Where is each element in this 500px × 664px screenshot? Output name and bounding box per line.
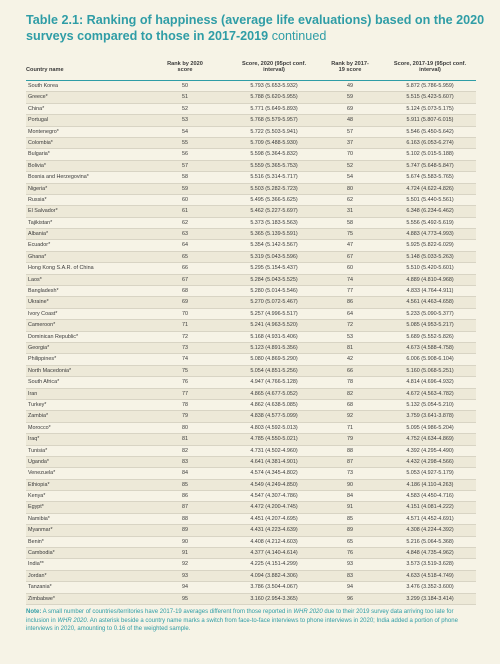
cell-score-2020: 5.495 (5.366-5.625) <box>250 196 298 203</box>
cell-rank-2020: 91 <box>182 550 188 557</box>
table-row <box>26 218 476 229</box>
cell-rank-2017-19: 75 <box>347 231 353 238</box>
cell-country: Morocco* <box>28 424 51 431</box>
cell-score-2020: 5.319 (5.043-5.596) <box>250 253 298 260</box>
cell-score-2020: 5.598 (5.364-5.832) <box>250 151 298 158</box>
cell-rank-2017-19: 67 <box>347 253 353 260</box>
cell-country: Dominican Republic* <box>28 333 79 340</box>
cell-score-2017-19: 3.759 (3.641-3.878) <box>406 413 454 420</box>
table-row <box>26 514 476 525</box>
cell-score-2020: 5.123 (4.891-5.356) <box>250 344 298 351</box>
cell-rank-2017-19: 57 <box>347 128 353 135</box>
cell-country: Laos* <box>28 276 42 283</box>
cell-score-2020: 4.431 (4.223-4.639) <box>250 527 298 534</box>
cell-country: Zimbabwe* <box>28 595 55 602</box>
note-text-c: . An asterisk beside a country name marks a switch from face-to-face interviews to phone interviews in 2020; India added a portion of phone interviews in 2020, amounting to 0.16 of the weighted sample. <box>26 617 458 633</box>
cell-rank-2017-19: 81 <box>347 344 353 351</box>
table-row <box>26 423 476 434</box>
cell-rank-2020: 81 <box>182 436 188 443</box>
cell-rank-2017-19: 80 <box>347 185 353 192</box>
cell-score-2017-19: 5.674 (5.583-5.765) <box>406 174 454 181</box>
cell-rank-2020: 56 <box>182 151 188 158</box>
table-row <box>26 377 476 388</box>
cell-score-2017-19: 5.233 (5.090-5.377) <box>406 310 454 317</box>
table-row <box>26 354 476 365</box>
cell-score-2020: 5.722 (5.503-5.941) <box>250 128 298 135</box>
cell-country: Cameroon* <box>28 322 56 329</box>
table-row <box>26 389 476 400</box>
cell-rank-2017-19: 49 <box>347 83 353 89</box>
cell-rank-2020: 60 <box>182 196 188 203</box>
table-row <box>26 411 476 422</box>
cell-rank-2020: 83 <box>182 458 188 465</box>
table-row <box>26 332 476 343</box>
cell-rank-2017-19: 73 <box>347 470 353 477</box>
cell-score-2020: 5.054 (4.851-5.256) <box>250 367 298 374</box>
table-title-continued: continued <box>271 29 327 43</box>
cell-score-2017-19: 3.299 (3.184-3.414) <box>406 595 454 602</box>
table-row <box>26 480 476 491</box>
table-row <box>26 366 476 377</box>
cell-score-2017-19: 4.752 (4.634-4.869) <box>406 436 454 443</box>
table-row <box>26 115 476 126</box>
cell-rank-2017-19: 47 <box>347 242 353 249</box>
cell-score-2017-19: 4.571 (4.452-4.691) <box>406 515 454 522</box>
cell-rank-2020: 61 <box>182 208 188 215</box>
cell-rank-2017-19: 90 <box>347 481 353 488</box>
cell-score-2017-19: 4.392 (4.295-4.490) <box>406 447 454 454</box>
cell-country: Greece* <box>28 94 48 101</box>
cell-score-2020: 4.865 (4.677-5.052) <box>250 390 298 397</box>
cell-country: Jordan* <box>28 572 47 579</box>
cell-country: Venezuela* <box>28 470 56 477</box>
note-label: Note: <box>26 609 42 615</box>
cell-rank-2017-19: 91 <box>347 504 353 511</box>
cell-rank-2017-19: 89 <box>347 527 353 534</box>
header-rank-2020: Rank by 2020 score <box>167 61 203 74</box>
table-row <box>26 309 476 320</box>
cell-rank-2017-19: 74 <box>347 276 353 283</box>
cell-rank-2020: 58 <box>182 174 188 181</box>
cell-rank-2020: 77 <box>182 390 188 397</box>
table-title-main: Table 2.1: Ranking of happiness (average life evaluations) based on the 2020 surveys compared to those in 2017-2019 <box>26 13 485 43</box>
cell-score-2017-19: 4.883 (4.773-4.993) <box>406 231 454 238</box>
cell-score-2017-19: 5.546 (5.450-5.642) <box>406 128 454 135</box>
cell-rank-2017-19: 88 <box>347 447 353 454</box>
cell-rank-2017-19: 70 <box>347 151 353 158</box>
cell-score-2017-19: 4.848 (4.735-4.962) <box>406 550 454 557</box>
cell-rank-2017-19: 68 <box>347 401 353 408</box>
table-row <box>26 400 476 411</box>
cell-country: Ivory Coast* <box>28 310 58 317</box>
table-title <box>26 12 486 44</box>
cell-rank-2020: 85 <box>182 481 188 488</box>
cell-score-2017-19: 4.151 (4.081-4.222) <box>406 504 454 511</box>
cell-rank-2017-19: 84 <box>347 493 353 500</box>
cell-rank-2020: 87 <box>182 504 188 511</box>
table-row <box>26 548 476 559</box>
cell-score-2017-19: 5.053 (4.927-5.179) <box>406 470 454 477</box>
cell-score-2020: 5.168 (4.931-5.406) <box>250 333 298 340</box>
cell-score-2017-19: 5.124 (5.073-5.175) <box>406 105 454 112</box>
cell-score-2020: 5.373 (5.183-5.563) <box>250 219 298 226</box>
cell-score-2020: 4.472 (4.200-4.745) <box>250 504 298 511</box>
cell-country: Russia* <box>28 196 47 203</box>
cell-rank-2017-19: 83 <box>347 572 353 579</box>
cell-rank-2017-19: 87 <box>347 458 353 465</box>
cell-rank-2020: 89 <box>182 527 188 534</box>
cell-rank-2020: 79 <box>182 413 188 420</box>
cell-score-2020: 5.284 (5.043-5.525) <box>250 276 298 283</box>
cell-score-2020: 5.768 (5.579-5.957) <box>250 117 298 124</box>
cell-rank-2017-19: 86 <box>347 299 353 306</box>
cell-rank-2017-19: 82 <box>347 390 353 397</box>
cell-rank-2020: 55 <box>182 139 188 146</box>
cell-rank-2017-19: 94 <box>347 584 353 591</box>
cell-rank-2017-19: 42 <box>347 356 353 363</box>
cell-rank-2017-19: 76 <box>347 550 353 557</box>
cell-rank-2017-19: 69 <box>347 105 353 112</box>
cell-rank-2020: 59 <box>182 185 188 192</box>
cell-rank-2017-19: 62 <box>347 196 353 203</box>
cell-score-2017-19: 5.102 (5.015-5.188) <box>406 151 454 158</box>
cell-score-2017-19: 5.510 (5.420-5.601) <box>406 265 454 272</box>
cell-score-2017-19: 5.689 (5.552-5.826) <box>406 333 454 340</box>
cell-rank-2017-19: 78 <box>347 379 353 386</box>
cell-score-2020: 5.788 (5.620-5.955) <box>250 94 298 101</box>
table-row <box>26 275 476 286</box>
cell-rank-2020: 50 <box>182 83 188 89</box>
cell-score-2020: 5.280 (5.014-5.546) <box>250 288 298 295</box>
cell-country: Bangladesh* <box>28 288 59 295</box>
note-italic-b: WHR 2020 <box>57 617 87 624</box>
table-row <box>26 491 476 502</box>
cell-score-2020: 4.785 (4.550-5.021) <box>250 436 298 443</box>
cell-score-2020: 5.354 (5.142-5.567) <box>250 242 298 249</box>
table-row <box>26 525 476 536</box>
cell-country: Cambodia* <box>28 550 55 557</box>
cell-rank-2020: 86 <box>182 493 188 500</box>
cell-rank-2020: 92 <box>182 561 188 568</box>
cell-rank-2017-19: 54 <box>347 174 353 181</box>
table-row <box>26 92 476 103</box>
table-note <box>26 608 478 634</box>
cell-rank-2017-19: 48 <box>347 117 353 124</box>
cell-score-2020: 4.377 (4.140-4.614) <box>250 550 298 557</box>
cell-rank-2020: 80 <box>182 424 188 431</box>
cell-score-2020: 5.462 (5.227-5.697) <box>250 208 298 215</box>
cell-score-2017-19: 5.515 (5.423-5.607) <box>406 94 454 101</box>
cell-rank-2017-19: 93 <box>347 561 353 568</box>
cell-rank-2017-19: 64 <box>347 310 353 317</box>
cell-score-2017-19: 5.132 (5.054-5.210) <box>406 401 454 408</box>
cell-country: Hong Kong S.A.R. of China <box>28 265 94 272</box>
cell-rank-2017-19: 31 <box>347 208 353 215</box>
cell-rank-2020: 57 <box>182 162 188 169</box>
cell-rank-2017-19: 79 <box>347 436 353 443</box>
cell-score-2017-19: 5.925 (5.822-6.029) <box>406 242 454 249</box>
table-row <box>26 582 476 593</box>
header-rank-2017-19: Rank by 2017-19 score <box>331 61 369 74</box>
cell-score-2017-19: 5.872 (5.786-5.959) <box>406 83 454 89</box>
cell-country: Namibia* <box>28 515 50 522</box>
table-row <box>26 559 476 570</box>
cell-score-2020: 5.365 (5.139-5.591) <box>250 231 298 238</box>
cell-country: North Macedonia* <box>28 367 72 374</box>
cell-score-2017-19: 4.673 (4.588-4.758) <box>406 344 454 351</box>
table-row <box>26 184 476 195</box>
cell-country: Colombia* <box>28 139 53 146</box>
cell-country: Tajikistan* <box>28 219 53 226</box>
cell-rank-2020: 95 <box>182 595 188 602</box>
cell-score-2020: 4.408 (4.212-4.603) <box>250 538 298 545</box>
cell-score-2017-19: 4.633 (4.518-4.749) <box>406 572 454 579</box>
cell-score-2020: 4.451 (4.207-4.695) <box>250 515 298 522</box>
cell-country: Tanzania* <box>28 584 52 591</box>
cell-country: Montenegro* <box>28 128 59 135</box>
cell-score-2017-19: 6.006 (5.908-6.104) <box>406 356 454 363</box>
cell-rank-2020: 75 <box>182 367 188 374</box>
cell-rank-2020: 71 <box>182 322 188 329</box>
cell-country: Kenya* <box>28 493 46 500</box>
cell-rank-2020: 67 <box>182 276 188 283</box>
cell-rank-2020: 73 <box>182 344 188 351</box>
cell-score-2017-19: 4.308 (4.224-4.392) <box>406 527 454 534</box>
cell-score-2020: 5.270 (5.072-5.467) <box>250 299 298 306</box>
cell-rank-2020: 51 <box>182 94 188 101</box>
table-row <box>26 446 476 457</box>
table-row <box>26 149 476 160</box>
cell-rank-2017-19: 53 <box>347 333 353 340</box>
cell-score-2020: 4.862 (4.638-5.085) <box>250 401 298 408</box>
note-text-b: due to their 2019 survey data arriving too late for inclusion in <box>26 609 454 624</box>
cell-rank-2020: 93 <box>182 572 188 579</box>
cell-rank-2020: 53 <box>182 117 188 124</box>
cell-score-2020: 3.160 (2.954-3.365) <box>250 595 298 602</box>
cell-country: Bulgaria* <box>28 151 50 158</box>
cell-country: El Salvador* <box>28 208 58 215</box>
cell-score-2017-19: 4.724 (4.622-4.826) <box>406 185 454 192</box>
cell-score-2017-19: 4.432 (4.298-4.566) <box>406 458 454 465</box>
table-row <box>26 81 476 92</box>
cell-rank-2020: 84 <box>182 470 188 477</box>
cell-score-2017-19: 3.573 (3.519-3.628) <box>406 561 454 568</box>
note-text-a: A small number of countries/territories have 2017-19 averages different from those reported in <box>41 609 294 615</box>
cell-score-2017-19: 4.814 (4.696-4.932) <box>406 379 454 386</box>
cell-country: Benin* <box>28 538 44 545</box>
cell-score-2017-19: 5.148 (5.033-5.263) <box>406 253 454 260</box>
cell-score-2020: 4.838 (4.577-5.099) <box>250 413 298 420</box>
table-body <box>26 80 476 605</box>
cell-rank-2017-19: 58 <box>347 219 353 226</box>
cell-rank-2020: 94 <box>182 584 188 591</box>
cell-score-2020: 4.803 (4.592-5.013) <box>250 424 298 431</box>
table-row <box>26 195 476 206</box>
cell-country: Myanmar* <box>28 527 53 534</box>
cell-rank-2020: 74 <box>182 356 188 363</box>
table-row <box>26 571 476 582</box>
cell-score-2020: 3.786 (3.504-4.067) <box>250 584 298 591</box>
cell-rank-2020: 76 <box>182 379 188 386</box>
cell-country: Albania* <box>28 231 49 238</box>
cell-score-2017-19: 5.216 (5.064-5.368) <box>406 538 454 545</box>
cell-country: Ecuador* <box>28 242 51 249</box>
cell-score-2020: 5.503 (5.282-5.723) <box>250 185 298 192</box>
cell-rank-2017-19: 96 <box>347 595 353 602</box>
cell-score-2017-19: 6.348 (6.234-6.462) <box>406 208 454 215</box>
cell-score-2017-19: 4.186 (4.110-4.263) <box>406 481 454 488</box>
cell-score-2017-19: 4.889 (4.810-4.968) <box>406 276 454 283</box>
cell-score-2020: 5.559 (5.365-5.753) <box>250 162 298 169</box>
cell-rank-2020: 52 <box>182 105 188 112</box>
header-score-2017-19: Score, 2017-19 (95pct conf. interval) <box>393 61 467 74</box>
cell-rank-2017-19: 85 <box>347 515 353 522</box>
cell-country: South Africa* <box>28 379 60 386</box>
cell-score-2020: 5.516 (5.314-5.717) <box>250 174 298 181</box>
table-row <box>26 502 476 513</box>
cell-rank-2020: 70 <box>182 310 188 317</box>
cell-rank-2017-19: 66 <box>347 367 353 374</box>
table-header <box>26 55 476 79</box>
cell-rank-2020: 66 <box>182 265 188 272</box>
cell-country: Uganda* <box>28 458 49 465</box>
cell-rank-2020: 68 <box>182 288 188 295</box>
cell-score-2017-19: 4.672 (4.563-4.782) <box>406 390 454 397</box>
cell-rank-2020: 82 <box>182 447 188 454</box>
cell-country: Iraq* <box>28 436 40 443</box>
cell-rank-2017-19: 72 <box>347 322 353 329</box>
cell-country: Georgia* <box>28 344 50 351</box>
table-row <box>26 138 476 149</box>
cell-country: India** <box>28 561 44 568</box>
cell-score-2020: 4.731 (4.502-4.960) <box>250 447 298 454</box>
cell-score-2020: 5.295 (5.154-5.437) <box>250 265 298 272</box>
cell-country: Turkey* <box>28 401 47 408</box>
cell-rank-2020: 54 <box>182 128 188 135</box>
cell-score-2017-19: 5.160 (5.068-5.251) <box>406 367 454 374</box>
cell-score-2020: 5.257 (4.996-5.517) <box>250 310 298 317</box>
cell-rank-2020: 69 <box>182 299 188 306</box>
table-row <box>26 468 476 479</box>
cell-rank-2020: 65 <box>182 253 188 260</box>
cell-score-2020: 4.947 (4.766-5.128) <box>250 379 298 386</box>
table-row <box>26 297 476 308</box>
table-row <box>26 457 476 468</box>
table-row <box>26 286 476 297</box>
cell-score-2020: 4.547 (4.307-4.786) <box>250 493 298 500</box>
header-country: Country name <box>26 67 64 73</box>
note-italic-a: WHR 2020 <box>293 609 323 615</box>
cell-score-2017-19: 5.501 (5.440-5.561) <box>406 196 454 203</box>
cell-rank-2017-19: 60 <box>347 265 353 272</box>
table-row <box>26 127 476 138</box>
cell-rank-2020: 63 <box>182 231 188 238</box>
cell-score-2017-19: 3.476 (3.352-3.600) <box>406 584 454 591</box>
cell-score-2017-19: 5.747 (5.648-5.847) <box>406 162 454 169</box>
cell-rank-2020: 78 <box>182 401 188 408</box>
cell-score-2020: 5.771 (5.649-5.893) <box>250 105 298 112</box>
cell-score-2017-19: 5.095 (4.986-5.204) <box>406 424 454 431</box>
table-row <box>26 434 476 445</box>
table-row <box>26 240 476 251</box>
cell-country: Ukraine* <box>28 299 49 306</box>
cell-score-2020: 4.225 (4.151-4.299) <box>250 561 298 568</box>
table-row <box>26 229 476 240</box>
cell-country: Ghana* <box>28 253 47 260</box>
cell-rank-2020: 62 <box>182 219 188 226</box>
cell-score-2020: 4.574 (4.345-4.802) <box>250 470 298 477</box>
table-row <box>26 206 476 217</box>
table-row <box>26 263 476 274</box>
cell-rank-2017-19: 59 <box>347 94 353 101</box>
cell-country: South Korea <box>28 83 58 89</box>
cell-country: Zambia* <box>28 413 49 420</box>
cell-country: Egypt* <box>28 504 44 511</box>
cell-country: Philippines* <box>28 356 57 363</box>
cell-score-2020: 4.549 (4.249-4.850) <box>250 481 298 488</box>
table-row <box>26 172 476 183</box>
cell-rank-2020: 90 <box>182 538 188 545</box>
cell-score-2020: 5.080 (4.869-5.290) <box>250 356 298 363</box>
table-row <box>26 252 476 263</box>
cell-country: Bolivia* <box>28 162 46 169</box>
cell-country: Portugal <box>28 117 49 124</box>
cell-country: China* <box>28 105 45 112</box>
cell-score-2020: 5.241 (4.963-5.520) <box>250 322 298 329</box>
table-row <box>26 594 476 605</box>
cell-rank-2017-19: 37 <box>347 139 353 146</box>
cell-score-2017-19: 4.583 (4.450-4.716) <box>406 493 454 500</box>
cell-country: Tunisia* <box>28 447 48 454</box>
cell-score-2017-19: 6.163 (6.053-6.274) <box>406 139 454 146</box>
table-row <box>26 104 476 115</box>
table-row <box>26 537 476 548</box>
cell-rank-2020: 88 <box>182 515 188 522</box>
cell-rank-2017-19: 92 <box>347 413 353 420</box>
cell-score-2020: 5.793 (5.653-5.932) <box>250 83 298 89</box>
cell-score-2017-19: 4.561 (4.463-4.658) <box>406 299 454 306</box>
cell-rank-2017-19: 71 <box>347 424 353 431</box>
cell-rank-2020: 72 <box>182 333 188 340</box>
cell-country: Nigeria* <box>28 185 48 192</box>
cell-rank-2020: 64 <box>182 242 188 249</box>
cell-score-2017-19: 5.556 (5.492-5.619) <box>406 219 454 226</box>
cell-score-2020: 4.641 (4.381-4.901) <box>250 458 298 465</box>
cell-country: Iran <box>28 390 38 397</box>
cell-rank-2017-19: 77 <box>347 288 353 295</box>
header-score-2020: Score, 2020 (95pct conf. interval) <box>241 61 307 74</box>
cell-score-2020: 5.709 (5.488-5.930) <box>250 139 298 146</box>
cell-country: Ethiopia* <box>28 481 50 488</box>
table-row <box>26 161 476 172</box>
cell-country: Bosnia and Herzegovina* <box>28 174 89 181</box>
cell-rank-2017-19: 65 <box>347 538 353 545</box>
cell-score-2017-19: 5.085 (4.953-5.217) <box>406 322 454 329</box>
cell-score-2017-19: 4.833 (4.764-4.911) <box>406 288 454 295</box>
cell-score-2017-19: 5.911 (5.807-6.015) <box>406 117 454 124</box>
cell-score-2020: 4.094 (3.882-4.306) <box>250 572 298 579</box>
cell-rank-2017-19: 52 <box>347 162 353 169</box>
table-row <box>26 320 476 331</box>
table-row <box>26 343 476 354</box>
